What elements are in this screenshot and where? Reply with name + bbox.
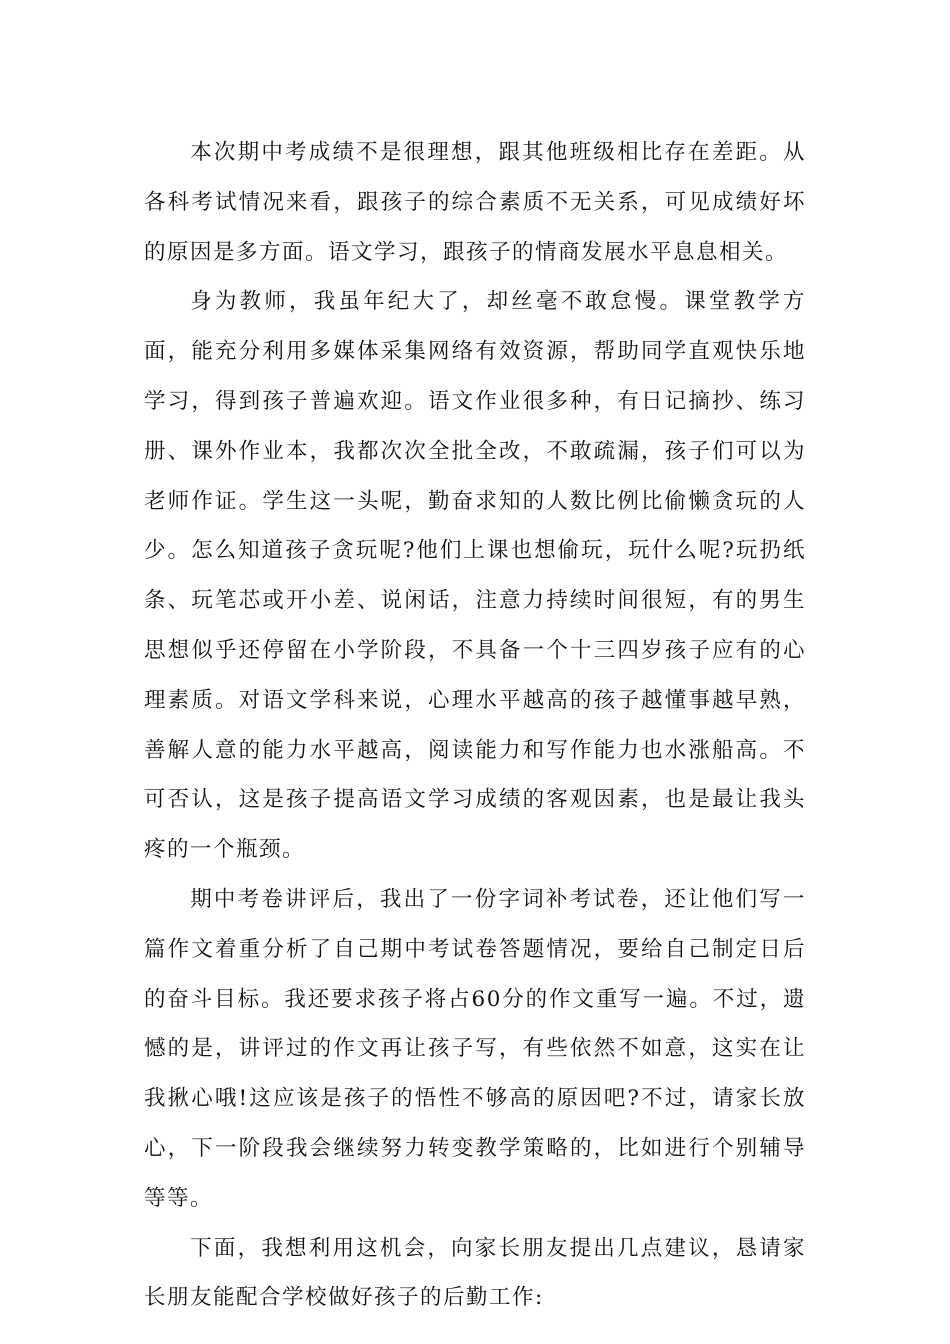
paragraph-teacher-efforts: 身为教师，我虽年纪大了，却丝毫不敢怠慢。课堂教学方面，能充分利用多媒体采集网络有效资源，帮助同学直观快乐地学习，得到孩子普遍欢迎。语文作业很多种，有日记摘抄、练习册、课外作业本，我都次次全批全改，不敢疏漏，孩子们可以为老师作证。学生这一头呢，勤奋求知的人数比例比偷懒贪玩的人少。怎么知道孩子贪玩呢?他们上课也想偷玩，玩什么呢?玩扔纸条、玩笔芯或开小差、说闲话，注意力持续时间很短，有的男生思想似乎还停留在小学阶段，不具备一个十三四岁孩子应有的心理素质。对语文学科来说，心理水平越高的孩子越懂事越早熟，善解人意的能力水平越高，阅读能力和写作能力也水涨船高。不可否认，这是孩子提高语文学习成绩的客观因素，也是最让我头疼的一个瓶颈。 [144,289,806,863]
paragraph-exam-results: 本次期中考成绩不是很理想，跟其他班级相比存在差距。从各科考试情况来看，跟孩子的综合素质不无关系，可见成绩好坏的原因是多方面。语文学习，跟孩子的情商发展水平息息相关。 [144,140,806,265]
paragraph-suggestions-intro: 下面，我想利用这机会，向家长朋友提出几点建议，恳请家长朋友能配合学校做好孩子的后勤工作: [144,1235,806,1311]
document-body [144,128,806,1323]
paragraph-exam-review: 期中考卷讲评后，我出了一份字词补考试卷，还让他们写一篇作文着重分析了自己期中考试卷答题情况，要给自己制定日后的奋斗目标。我还要求孩子将占60分的作文重写一遍。不过，遗憾的是，讲评过的作文再让孩子写，有些依然不如意，这实在让我揪心哦!这应该是孩子的悟性不够高的原因吧?不过，请家长放心，下一阶段我会继续努力转变教学策略的，比如进行个别辅导等等。 [144,886,806,1211]
